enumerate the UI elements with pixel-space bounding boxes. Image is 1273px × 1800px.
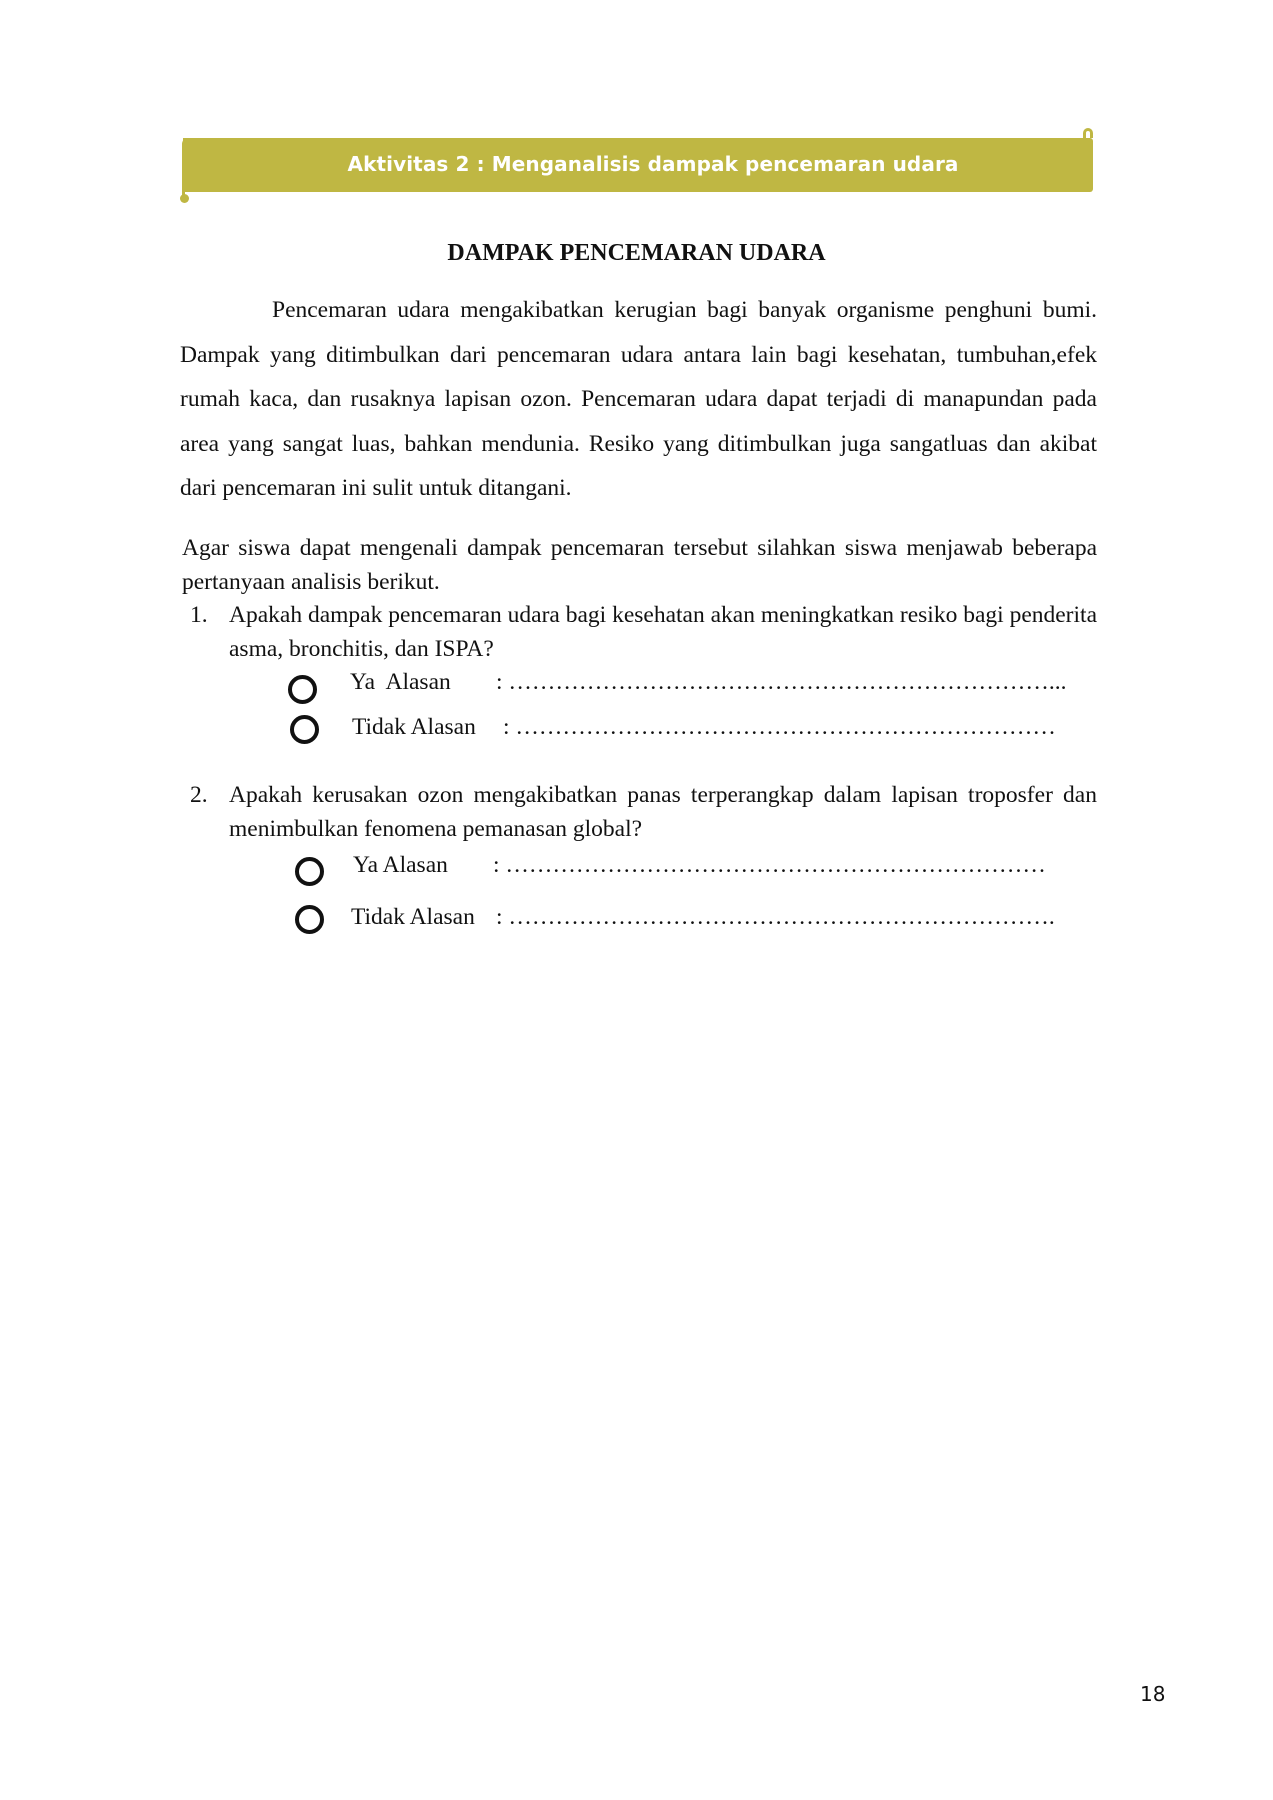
q1-option-tidak-answer-line[interactable] xyxy=(503,712,1056,742)
q2-option-ya-answer-line[interactable] xyxy=(493,850,1046,880)
radio-circle-icon[interactable] xyxy=(290,715,319,744)
question-2-number: 2. xyxy=(190,782,208,808)
radio-circle-icon[interactable] xyxy=(295,905,324,934)
answer-dots: …………………………………………………………… xyxy=(505,852,1046,878)
question-1-text: Apakah dampak pencemaran udara bagi kesehatan akan meningkatkan resiko bagi penderita asma, bronchitis, dan ISPA? xyxy=(229,602,1097,662)
colon: : xyxy=(496,904,503,930)
question-1-number: 1. xyxy=(190,602,208,628)
question-2-text: Apakah kerusakan ozon mengakibatkan panas terperangkap dalam lapisan troposfer dan menimbulkan fenomena pemanasan global? xyxy=(229,782,1097,842)
radio-circle-icon[interactable] xyxy=(295,857,324,886)
scroll-ornament-right xyxy=(1083,128,1093,138)
q2-option-tidak-answer-line[interactable] xyxy=(496,902,1055,932)
body-paragraph: Pencemaran udara mengakibatkan kerugian bagi banyak organisme penghuni bumi. Dampak yang ditimbulkan dari pencemaran udara antara lain bagi kesehatan, tumbuhan,efek rumah kaca, dan rusaknya lapisan ozon. Pencemaran udara dapat terjadi di manapundan pada area yang sangat luas, bahkan mendunia. Resiko yang ditimbulkan juga sangatluas dan akibat dari pencemaran ini sulit untuk ditangani. xyxy=(180,297,1097,501)
section-heading: DAMPAK PENCEMARAN UDARA xyxy=(447,240,826,266)
radio-circle-icon[interactable] xyxy=(288,675,317,704)
q2-option-tidak-label: Tidak Alasan xyxy=(351,904,475,930)
q2-option-ya-label: Ya Alasan xyxy=(353,852,448,878)
instruction-paragraph: Agar siswa dapat mengenali dampak pencemaran tersebut silahkan siswa menjawab beberapa pertanyaan analisis berikut. xyxy=(182,535,1097,595)
scroll-ornament-left-curl xyxy=(180,194,189,203)
colon: : xyxy=(496,669,503,695)
answer-dots: ……………………………………………………………. xyxy=(508,904,1055,930)
q1-option-tidak-label: Tidak Alasan xyxy=(352,714,476,740)
page-number: 18 xyxy=(1140,1682,1166,1706)
activity-title: Aktivitas 2 : Menganalisis dampak pencemaran udara xyxy=(347,152,959,176)
answer-dots: …………………………………………………………… xyxy=(515,714,1056,740)
colon: : xyxy=(503,714,510,740)
colon: : xyxy=(493,852,500,878)
answer-dots: ……………………………………………………………... xyxy=(508,669,1067,695)
q1-option-ya-answer-line[interactable] xyxy=(496,667,1067,697)
q1-option-ya-label: Ya Alasan xyxy=(350,669,451,695)
